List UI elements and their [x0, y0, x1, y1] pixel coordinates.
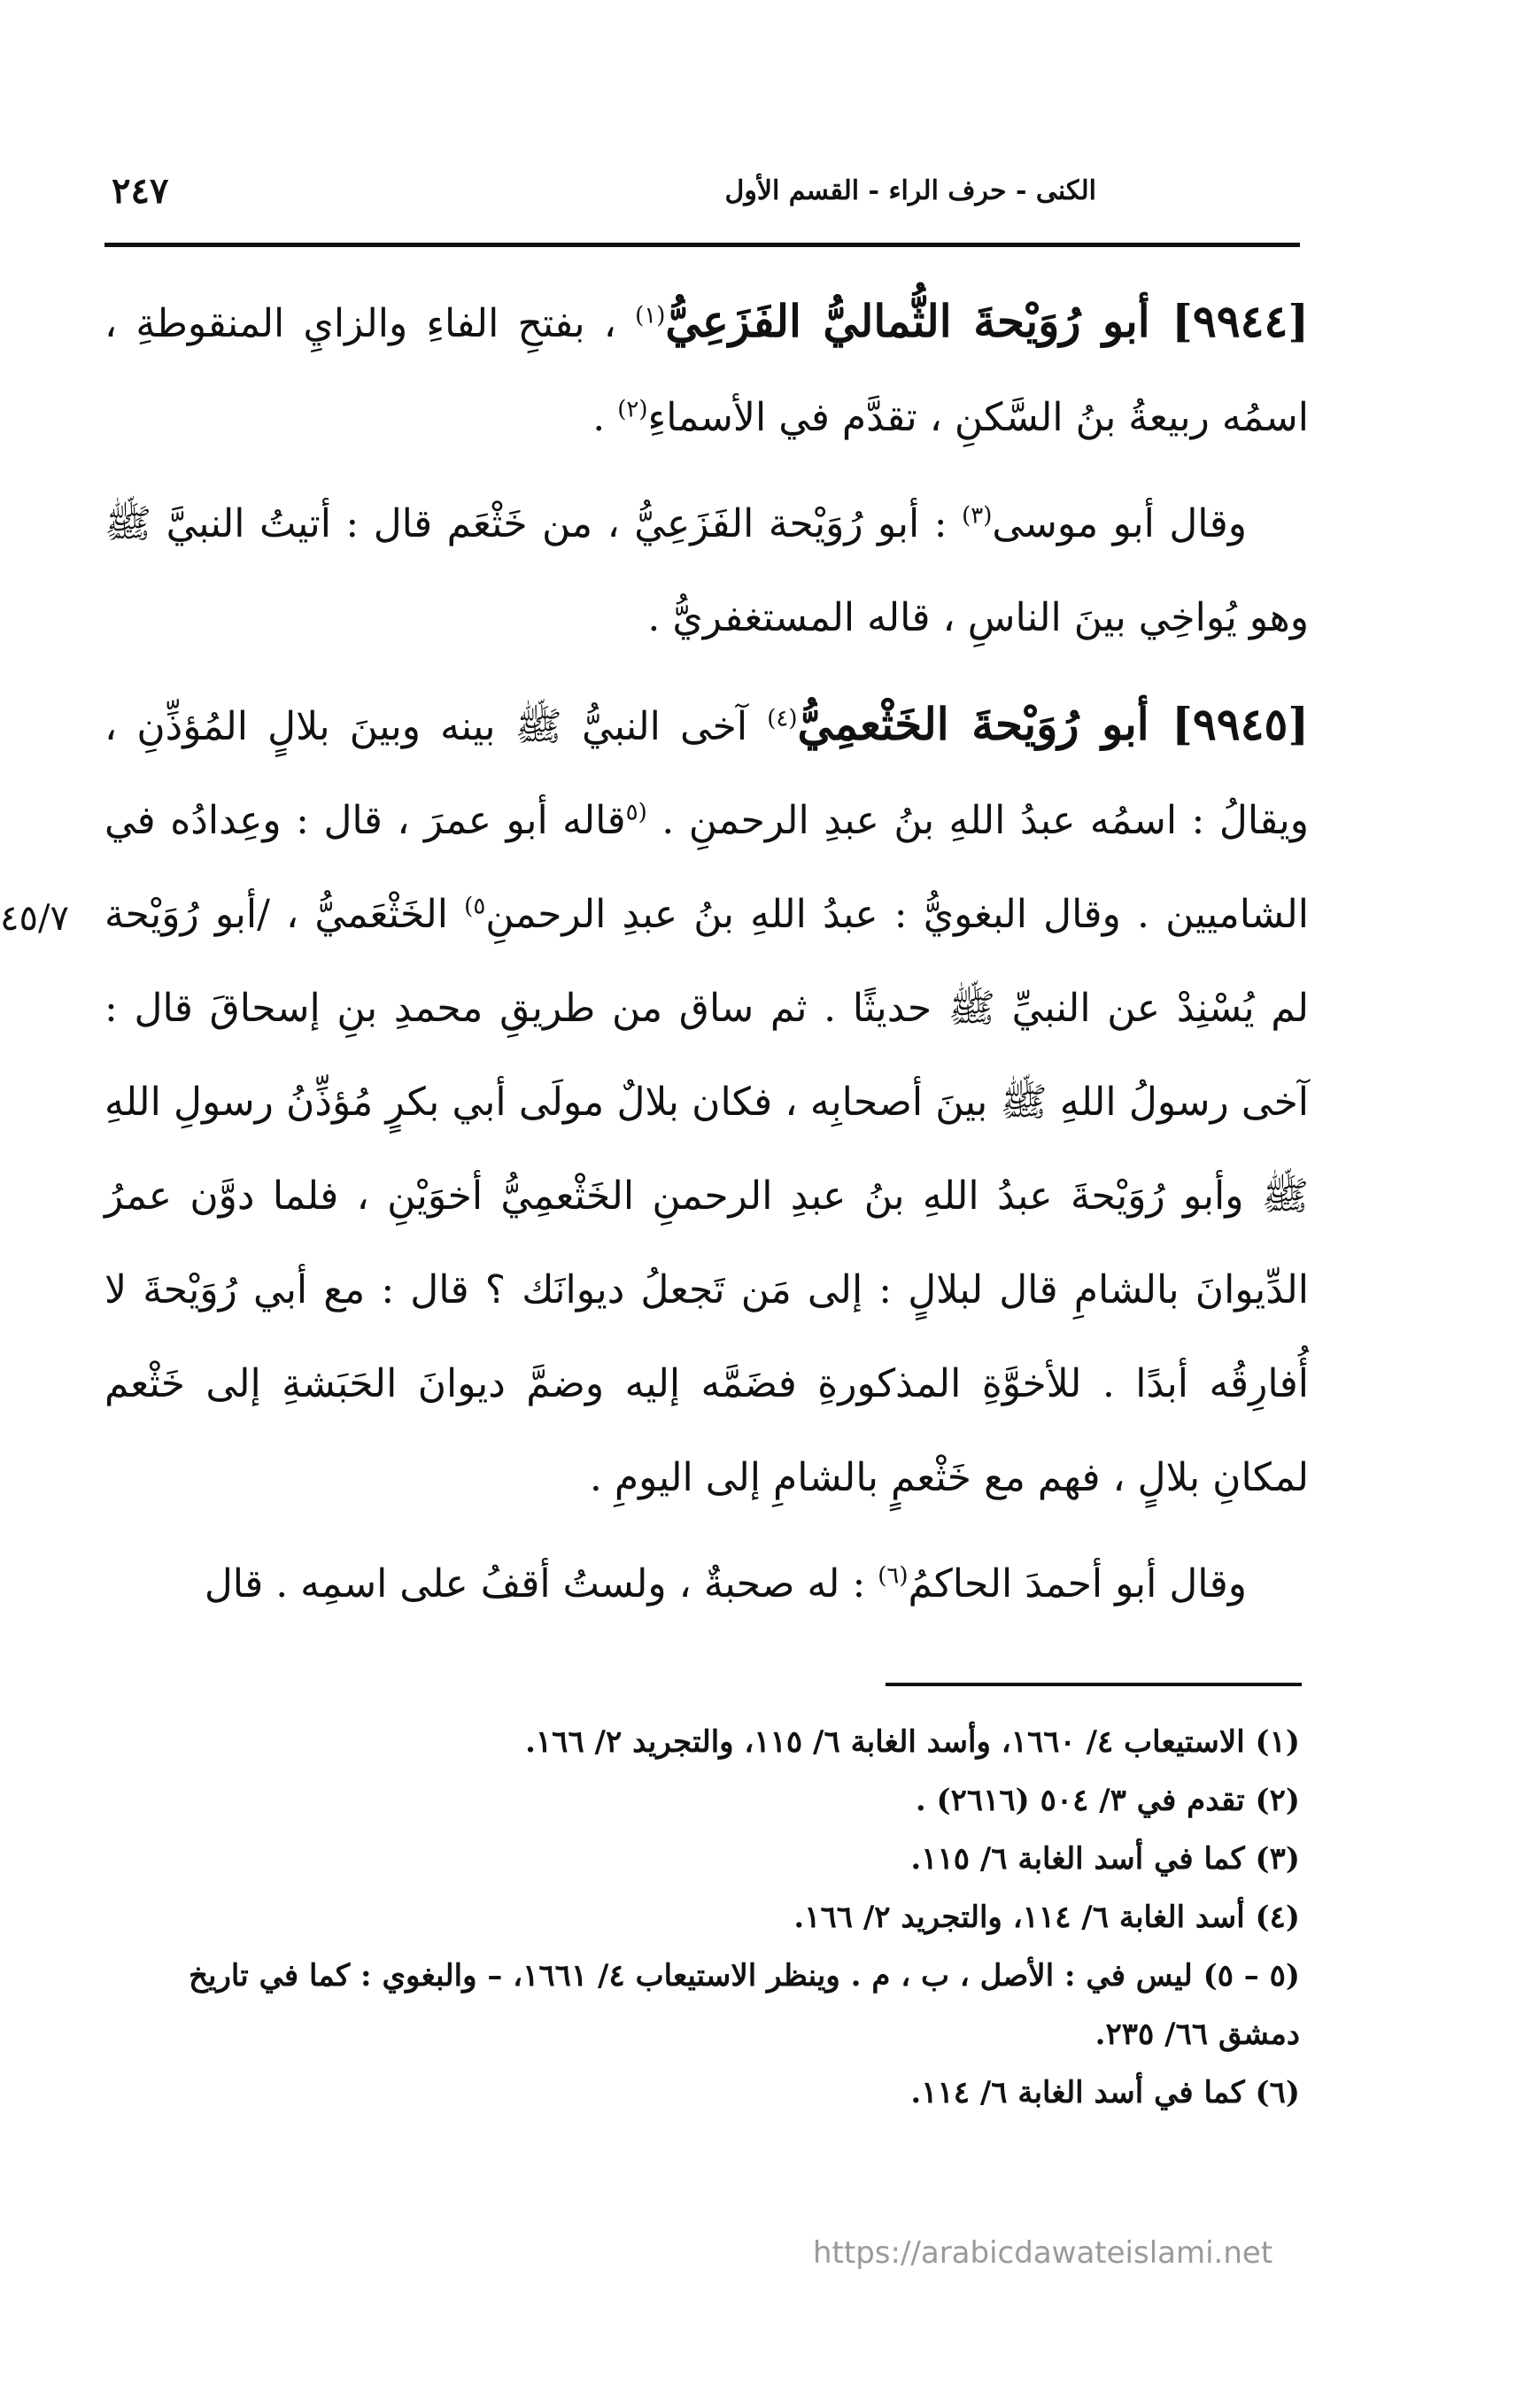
paragraph-text: وقال أبو أحمدَ الحاكمُ — [908, 1561, 1247, 1607]
footnote: (٣) كما في أسد الغابة ٦/ ١١٥. — [910, 1841, 1300, 1877]
footnote: (٦) كما في أسد الغابة ٦/ ١١٤. — [910, 2075, 1300, 2110]
paragraph-text: : له صحبةٌ ، ولستُ أقفُ على اسمِه . قال — [204, 1561, 866, 1607]
watermark-url: https://arabicdawateislami.net — [813, 2235, 1273, 2271]
page-header — [104, 170, 1300, 227]
entry-heading: [٩٩٤٤] أبو رُوَيْحةَ الثُّماليُّ الفَزَعِيُّ — [665, 295, 1309, 347]
footnote: (١) الاستيعاب ٤/ ١٦٦٠، وأسد الغابة ٦/ ١١٥، والتجريد ٢/ ١٦٦. — [525, 1724, 1300, 1760]
entry-9945 — [104, 677, 1309, 1525]
footnote-marker: (٦) — [878, 1562, 909, 1590]
footnotes — [104, 1713, 1300, 2122]
footnote-marker: ٥) — [464, 893, 486, 920]
entry-text: . — [592, 395, 606, 440]
paragraph-al-hakim — [104, 1537, 1309, 1631]
page-number: ٢٤٧ — [112, 170, 169, 212]
footnote: (٤) أسد الغابة ٦/ ١١٤، والتجريد ٢/ ١٦٦. — [793, 1900, 1300, 1935]
entry-text: ، بفتحِ الفاءِ والزايِ المنقوطةِ ، اسمُه ربيعةُ بنُ السَّكنِ ، تقدَّم في الأسماءِ — [104, 301, 1309, 440]
main-text — [104, 275, 1309, 1644]
footnote-marker: (٣) — [962, 502, 993, 530]
footnote: (٥ – ٥) ليس في : الأصل ، ب ، م . وينظر الاستيعاب ٤/ ١٦٦١، – والبغوي : كما في تاريخ دمشق ٦٦/ ٢٣٥. — [189, 1958, 1300, 2052]
footnote: (٢) تقدم في ٣/ ٥٠٤ (٢٦١٦) . — [915, 1783, 1300, 1818]
entry-heading: [٩٩٤٥] أبو رُوَيْحةَ الخَثْعمِيُّ — [797, 698, 1310, 750]
header-rule — [104, 243, 1300, 247]
margin-volume-page-note: ٤٥/٧ — [0, 898, 69, 939]
footnote-marker: (٤) — [767, 705, 798, 732]
entry-text: الخَثْعَميُّ ، /أبو رُوَيْحة لم يُسْنِدْ عن النبيِّ ﷺ حديثًا . ثم ساق من طريقِ محمدِ بنِ إسحاقَ قال : آخى رسولُ اللهِ ﷺ بينَ أصحابِه ، فكان بلالٌ مولَى أبي بكرٍ مُؤذِّنُ رسولِ اللهِ ﷺ وأبو رُوَيْحةَ عبدُ اللهِ بنُ عبدِ الرحمنِ الخَثْعمِيُّ أخوَيْنِ ، فلما دوَّن عمرُ الدِّيوانَ بالشامِ قال لبلالٍ : إلى مَن تَجعلُ ديوانَك ؟ قال : مع أبي رُوَيْحةَ لا أُفارِقُه أبدًا . للأخوَّةِ المذكورةِ فضَمَّه إليه وضمَّ ديوانَ الحَبَشةِ إلى خَثْعم لمكانِ بلالٍ ، فهم مع خَثْعمٍ بالشامِ إلى اليومِ . — [104, 892, 1309, 1500]
footnote-marker: (١) — [635, 302, 666, 329]
paragraph-abu-musa — [104, 477, 1309, 665]
footnote-marker: (٢) — [617, 396, 648, 423]
paragraph-text: وقال أبو موسى — [992, 501, 1247, 546]
entry-9944 — [104, 275, 1309, 465]
paragraph-text: : أبو رُوَيْحة الفَزَعِيُّ ، من خَثْعَم قال : أتيتُ النبيَّ ﷺ وهو يُواخِي بينَ الناسِ ، قاله المستغفريُّ . — [104, 501, 1309, 640]
footnote-marker: (٥ — [625, 799, 647, 826]
running-title: الكنى - حرف الراء - القسم الأول — [724, 175, 1096, 206]
entry-text: قاله أبو عمرَ ، قال : وعِدادُه في الشاميين . وقال البغويُّ : عبدُ اللهِ بنُ عبدِ الرحمنِ — [104, 798, 1309, 937]
entry-text: آخى النبيُّ ﷺ بينه وبينَ بلالٍ المُؤذِّنِ ، ويقالُ : اسمُه عبدُ اللهِ بنُ عبدِ الرحمنِ . — [104, 704, 1309, 843]
footnote-rule — [886, 1683, 1302, 1686]
